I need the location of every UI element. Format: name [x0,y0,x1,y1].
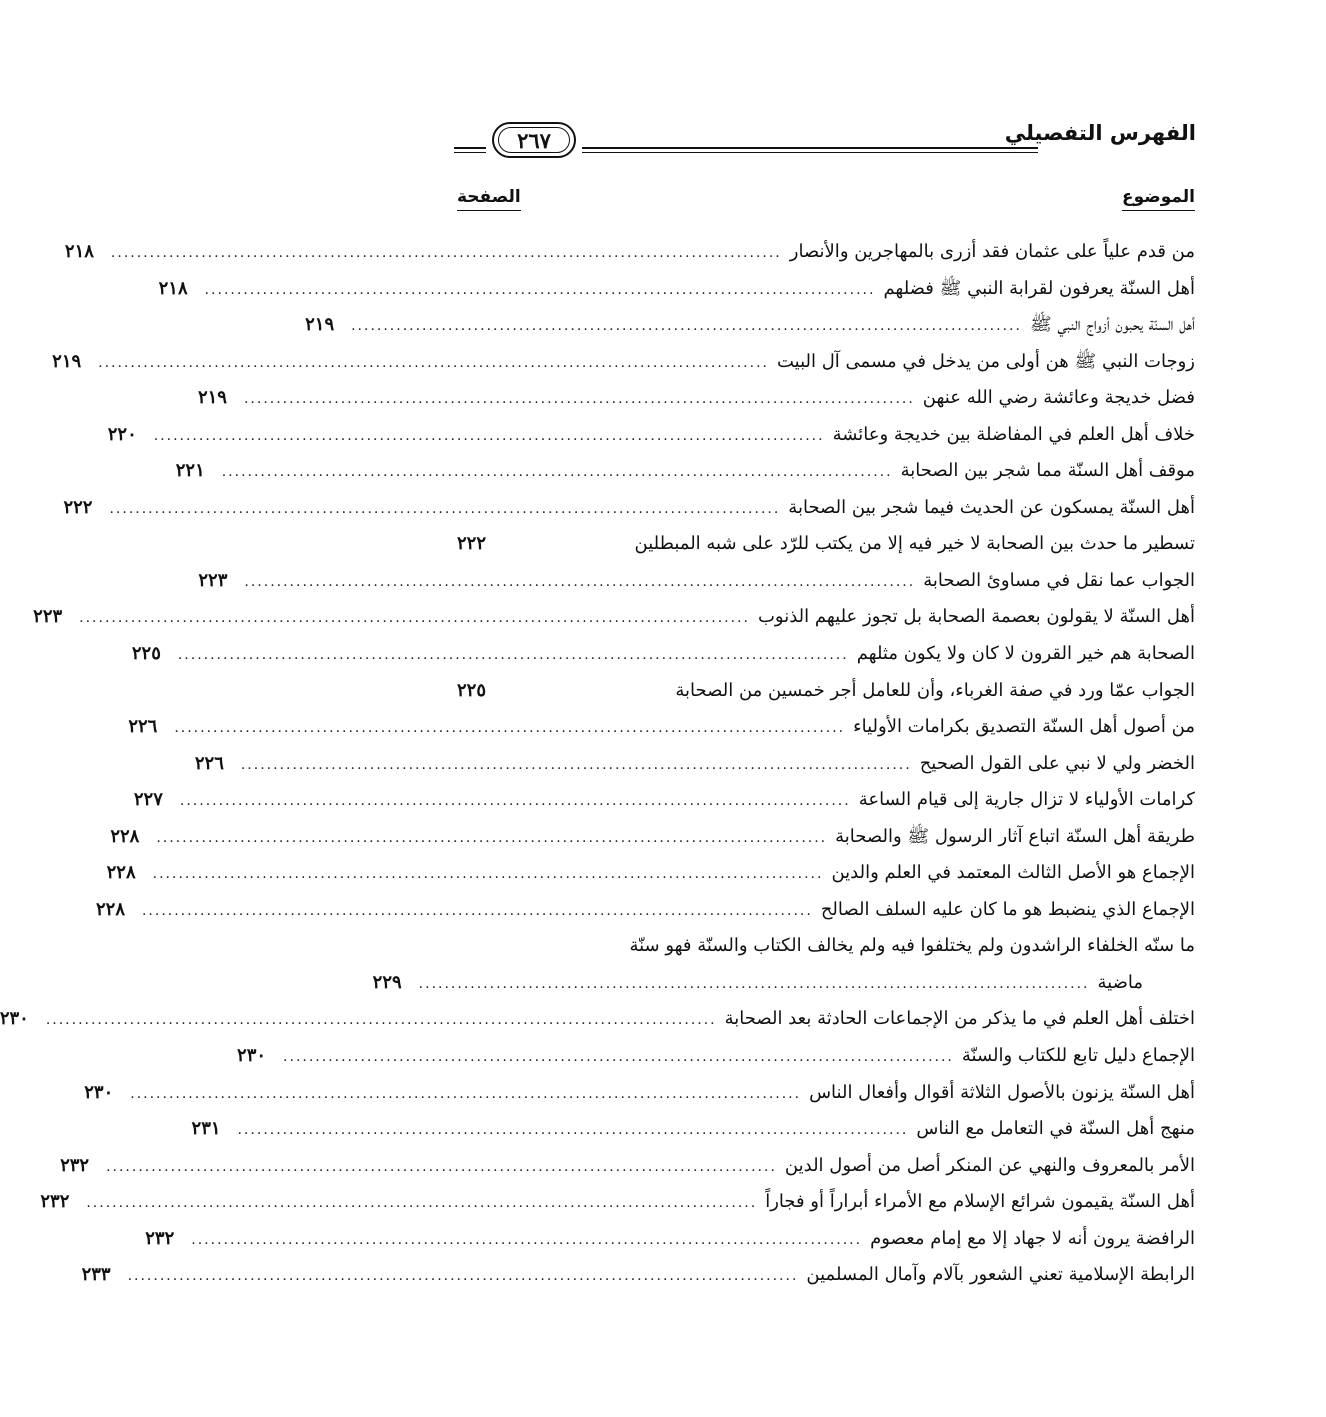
index-entry [63,490,1195,527]
index-entry [237,1038,1195,1075]
leader-dots: ........................................................................................................ [156,829,828,846]
entry-page-number: ٢٢٦ [194,752,224,774]
entry-page-number: ٢٢٢ [457,533,487,555]
entry-title: الرافضة يرون أنه لا جهاد إلا مع إمام معصوم [870,1227,1195,1249]
entry-title: الجواب عمّا ورد في صفة الغرباء، وأن للعامل أجر خمسين من الصحابة [675,679,1195,701]
entry-title: أهل السنّة يقيمون شرائع الإسلام مع الأمراء أبراراً أو فجاراً [765,1191,1195,1213]
entry-page-number: ٢٢٨ [95,898,125,920]
index-entry [128,709,1195,746]
leader-dots: ........................................................................................................ [179,793,851,810]
index-entry [0,1001,1195,1038]
entry-page-number: ٢٢٨ [106,862,136,884]
page-header [454,118,1196,158]
column-heading-topic: الموضوع [1122,186,1195,211]
index-entry [197,380,1195,417]
entry-page-number: ٢٢٣ [33,606,63,628]
index-entry [33,599,1195,636]
entry-page-number: ٢٢٧ [133,789,163,811]
header-rule-thin [582,152,1038,153]
index-entry [81,1257,1195,1294]
entry-title: موقف أهل السنّة مما شجر بين الصحابة [900,460,1195,482]
page-number-badge [492,122,576,158]
entry-title: أهل السنّة يحبون أزواج النبي ﷺ [1029,314,1195,336]
entry-title: الجواب عما نقل في مساوئ الصحابة [923,569,1195,591]
entry-page-number: ٢١٩ [197,387,227,409]
entry-title: زوجات النبي ﷺ هن أولى من يدخل في مسمى آل البيت [776,350,1195,372]
index-entry [107,417,1195,454]
index-entry [158,271,1195,308]
index-entry [175,453,1195,490]
entry-title: تسطير ما حدث بين الصحابة لا خير فيه إلا من يكتب للرّد على شبه المبطلين [634,533,1195,555]
entry-page-number: ٢٢٨ [110,825,140,847]
entry-title: أهل السنّة يزنون بالأصول الثلاثة أقوال وأفعال الناس [809,1081,1195,1103]
entry-title: ماضية [1097,971,1143,993]
leader-dots: ........................................................................................................ [152,866,824,883]
entry-title: خلاف أهل العلم في المفاضلة بين خديجة وعائشة [832,423,1195,445]
index-entry [457,673,1195,710]
index-entry [372,965,1195,1002]
entry-page-number: ٢١٩ [305,314,335,336]
leader-dots: ........................................................................................................ [130,1085,802,1102]
entry-title: من أصول أهل السنّة التصديق بكرامات الأولياء [853,716,1195,738]
index-entry [457,928,1195,965]
entry-page-number: ٢٣٠ [84,1081,114,1103]
leader-dots: ........................................................................................................ [204,281,876,298]
leader-dots: ........................................................................................................ [98,354,769,371]
leader-dots: ........................................................................................................ [221,464,893,481]
header-rule-left-thin [454,152,486,153]
entry-page-number: ٢١٩ [52,350,82,372]
index-entry [52,344,1195,381]
leader-dots: ........................................................................................................ [109,500,781,517]
index-entry [198,563,1195,600]
entry-page-number: ٢٣١ [191,1118,221,1140]
leader-dots: ........................................................................................................ [127,1268,799,1285]
leader-dots: ........................................................................................................ [106,1158,777,1175]
leader-dots: ........................................................................................................ [79,610,750,627]
leader-dots: ........................................................................................................ [244,573,916,590]
index-entry [145,1221,1195,1258]
entry-title: الإجماع هو الأصل الثالث المعتمد في العلم والدين [831,862,1195,884]
leader-dots: ........................................................................................................ [177,647,849,664]
entry-title: أهل السنّة يمسكون عن الحديث فيما شجر بين الصحابة [788,496,1195,518]
entry-page-number: ٢٢٠ [107,423,137,445]
leader-dots: ........................................................................................................ [141,902,813,919]
page-number: ٢٦٧ [517,127,551,153]
leader-dots: ........................................................................................................ [283,1049,954,1066]
entry-title: أهل السنّة لا يقولون بعصمة الصحابة بل تجوز عليهم الذنوب [757,606,1195,628]
index-entry [110,819,1195,856]
entry-page-number: ٢٣٢ [40,1191,70,1213]
index-entry [457,526,1195,563]
entry-page-number: ٢١٨ [158,277,188,299]
entry-page-number: ٢٢٦ [128,716,158,738]
entry-title: من قدم علياً على عثمان فقد أزرى بالمهاجرين والأنصار [789,241,1195,262]
leader-dots: ........................................................................................................ [243,391,915,408]
leader-dots: ........................................................................................................ [110,245,782,261]
leader-dots: ........................................................................................................ [45,1012,717,1029]
entry-title: الإجماع دليل تابع للكتاب والسنّة [961,1045,1195,1067]
leader-dots: ........................................................................................................ [418,975,1090,992]
entry-page-number: ٢٣٠ [237,1045,267,1067]
entry-page-number: ٢٢٥ [131,643,161,665]
entry-title: ما سنّه الخلفاء الراشدون ولم يختلفوا فيه ولم يخالف الكتاب والسنّة فهو سنّة [629,935,1195,957]
index-entry [131,636,1195,673]
header-rule [582,147,1038,149]
index-entry [305,307,1195,344]
leader-dots: ........................................................................................................ [240,756,912,773]
entry-page-number: ٢٣٣ [81,1264,111,1286]
entry-title: طريقة أهل السنّة اتباع آثار الرسول ﷺ والصحابة [835,825,1195,847]
leader-dots: ........................................................................................................ [174,720,846,737]
leader-dots: ........................................................................................................ [86,1195,758,1212]
index-entry [40,1184,1195,1221]
running-title: الفهرس التفصيلي [1004,121,1196,145]
index-entries [0,234,1195,1294]
index-entry [64,234,1195,271]
index-entry [60,1148,1195,1185]
index-entry [95,892,1195,929]
entry-title: الخضر ولي لا نبي على القول الصحيح [919,752,1195,774]
entry-page-number: ٢٣٠ [0,1008,29,1030]
entry-page-number: ٢٢٣ [198,569,228,591]
index-entry [106,855,1195,892]
entry-page-number: ٢٢٥ [457,679,487,701]
leader-dots: ........................................................................................................ [191,1231,863,1248]
header-rule-left [454,147,486,149]
entry-title: كرامات الأولياء لا تزال جارية إلى قيام الساعة [858,789,1195,811]
index-entry [133,782,1195,819]
entry-page-number: ٢١٨ [64,241,94,262]
entry-title: الإجماع الذي ينضبط هو ما كان عليه السلف الصالح [820,898,1195,920]
index-entry [194,746,1195,783]
entry-page-number: ٢٢٢ [63,496,93,518]
entry-page-number: ٢٣٢ [145,1227,175,1249]
entry-title: فضل خديجة وعائشة رضي الله عنهن [922,387,1195,409]
leader-dots: ........................................................................................................ [237,1122,909,1139]
entry-page-number: ٢٢١ [175,460,205,482]
entry-page-number: ٢٢٩ [372,971,402,993]
entry-title: اختلف أهل العلم في ما يذكر من الإجماعات الحادثة بعد الصحابة [724,1008,1195,1030]
entry-page-number: ٢٣٢ [60,1154,90,1176]
index-entry [84,1075,1195,1112]
entry-title: الأمر بالمعروف والنهي عن المنكر أصل من أصول الدين [784,1154,1195,1176]
entry-title: الرابطة الإسلامية تعني الشعور بآلام وآمال المسلمين [806,1264,1195,1286]
entry-title: أهل السنّة يعرفون لقرابة النبي ﷺ فضلهم [883,277,1195,299]
column-heading-page: الصفحة [457,186,521,211]
entry-title: منهج أهل السنّة في التعامل مع الناس [916,1118,1195,1140]
index-entry [191,1111,1195,1148]
leader-dots: ........................................................................................................ [153,427,825,444]
entry-title: الصحابة هم خير القرون لا كان ولا يكون مثلهم [856,643,1195,665]
leader-dots: ........................................................................................................ [351,318,1022,335]
